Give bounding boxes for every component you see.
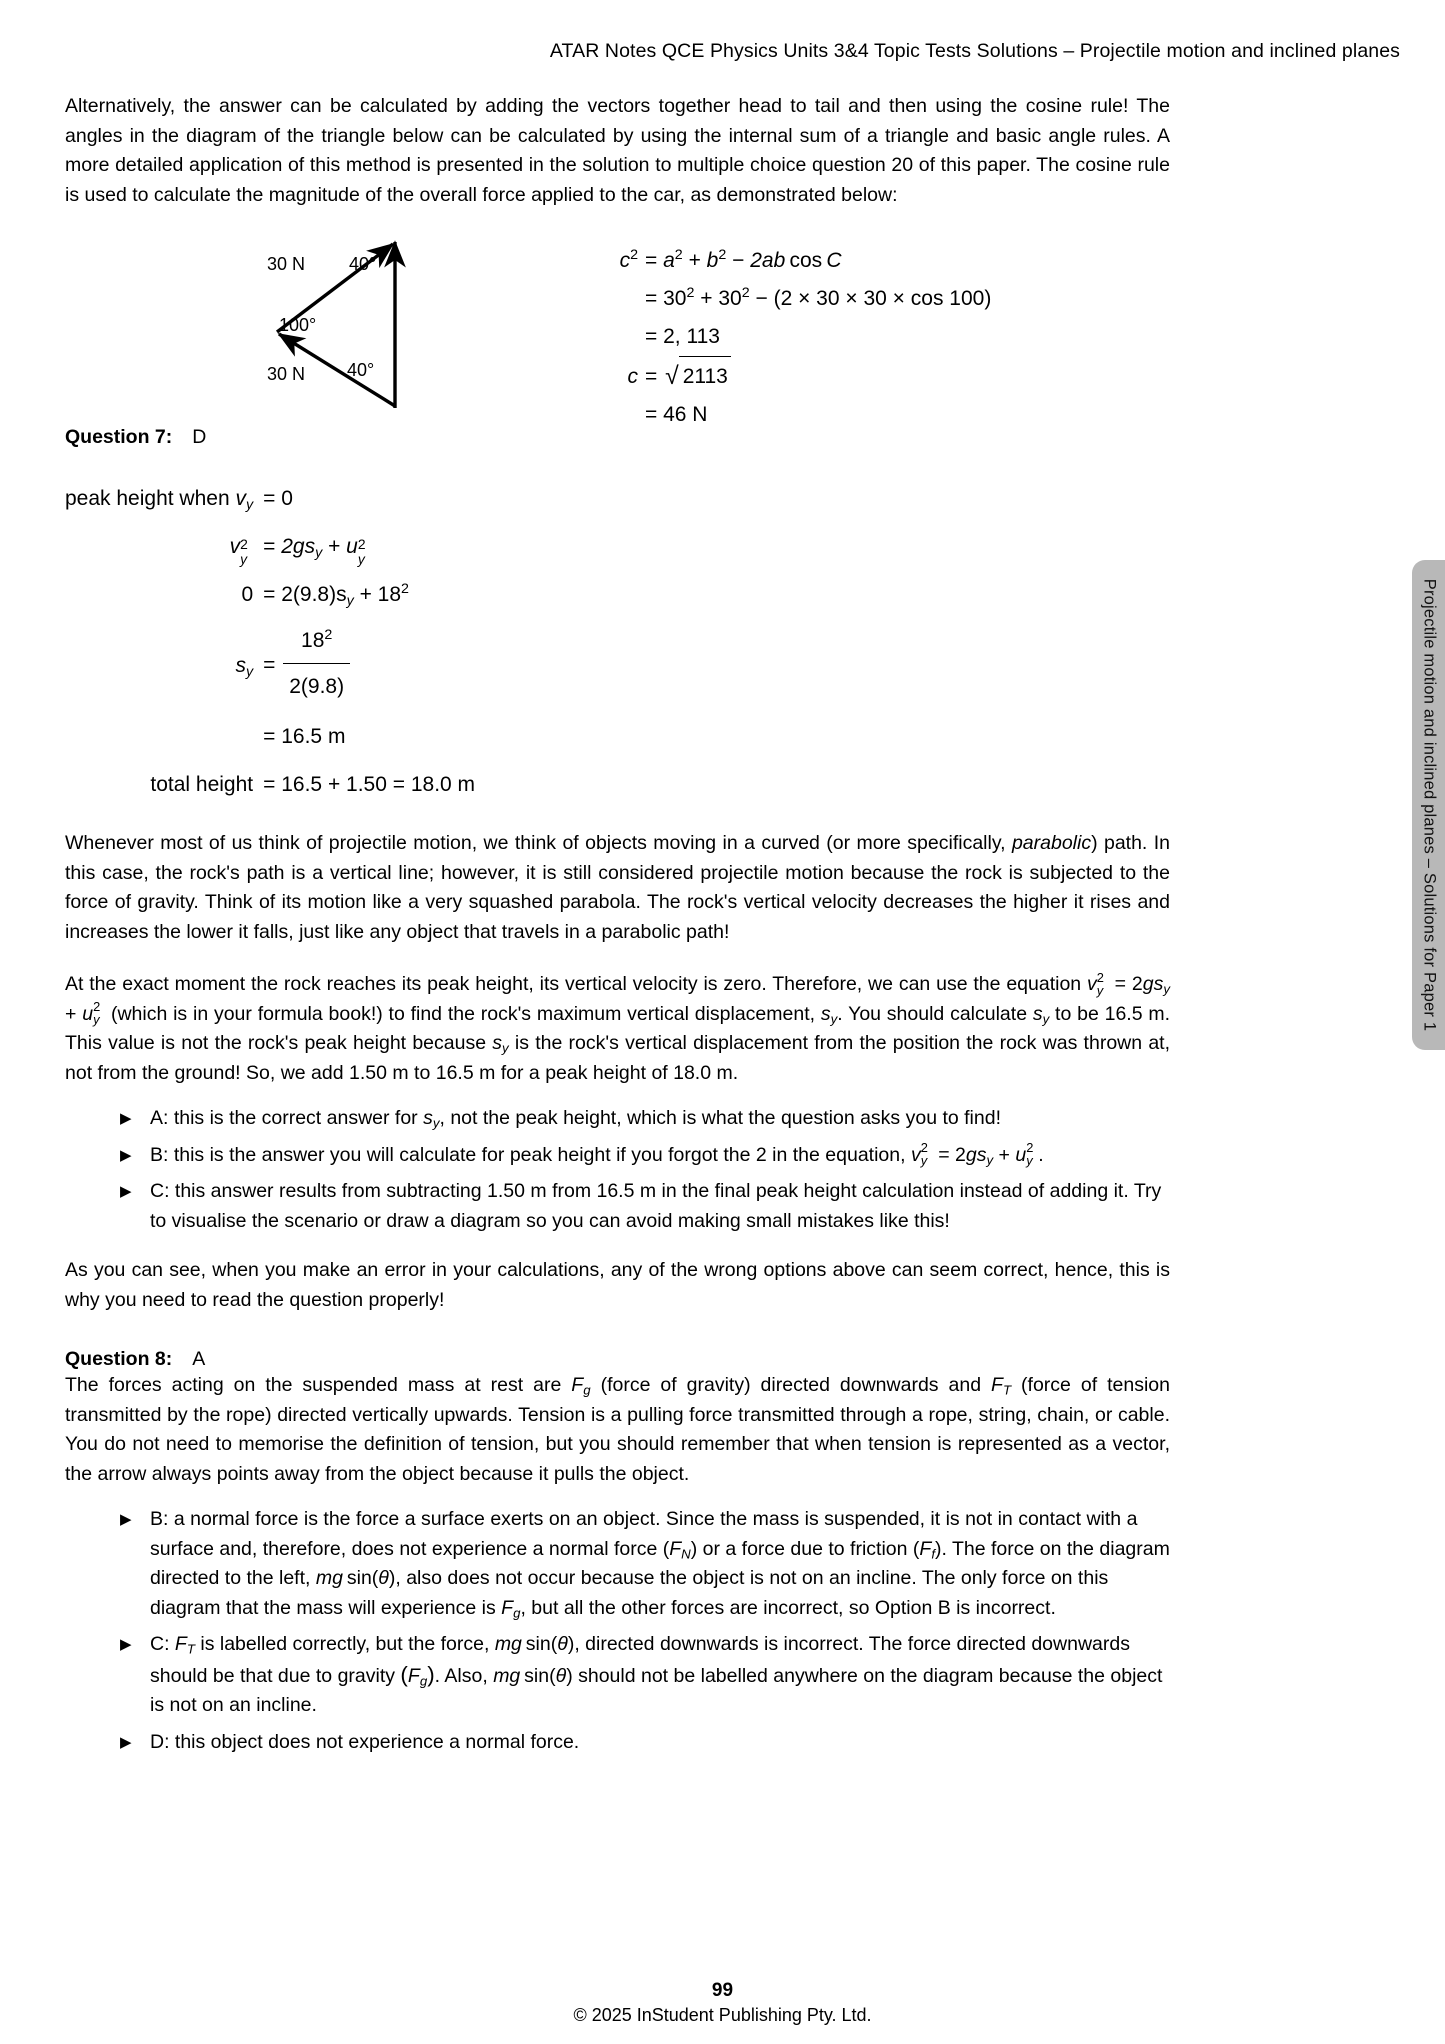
cosine-rule-line-5: = 46 N bbox=[645, 403, 708, 426]
fraction-numerator: $18^2$ bbox=[301, 626, 333, 652]
cos-a-symbol: a bbox=[663, 249, 675, 272]
cos-line2-p2: 30 bbox=[718, 287, 742, 310]
cos-c-symbol-2: c bbox=[627, 365, 638, 388]
eq-row6-left: total height bbox=[150, 773, 254, 796]
eq-row5-right: = 16.5 m bbox=[263, 725, 346, 748]
q7-closing-paragraph: As you can see, when you make an error in your calculations, any of the wrong options above can seem correct, hence, this is why you need to read the question properly! bbox=[65, 1259, 1170, 1311]
triangle-bullet-icon: ▶ bbox=[120, 1636, 132, 1653]
eq-row2-left: v 2 y bbox=[229, 535, 248, 567]
triangle-label-angle-apex: 100° bbox=[279, 315, 317, 335]
q8-explanation-paragraph: The forces acting on the suspended mass at rest are $F_g$ (force of gravity) directed downwards and $F_T$ (force of tension transmitted by the rope) directed vertically upwards. Tension is a pulling force transmitted through a rope, string, chain, or cable. You do not need to memorise the definition of tension, but you should remember that when tension is represented as a vector, the arrow always points away from the object because it pulls the object. bbox=[65, 1374, 1170, 1485]
content-column bbox=[65, 92, 1170, 1764]
q7-explanation-paragraph-1: Whenever most of us think of projectile motion, we think of objects moving in a curved (or more specifically, parabolic) path. In this case, the rock's path is a vertical line; however, it is still considered projectile motion because the rock is subjected to the force of gravity. Think of its motion like a very squashed parabola. The rock's vertical velocity decreases the higher it rises and increases the lower it falls, just like any object that travels in a parabolic path! bbox=[65, 832, 1171, 943]
eq-row3-left: 0 bbox=[241, 583, 254, 606]
side-tab bbox=[1412, 560, 1445, 1050]
cos-c-symbol: c bbox=[619, 249, 631, 272]
vector-triangle-diagram bbox=[245, 232, 575, 422]
cosine-rule-line-4: c = √ 2113 bbox=[610, 356, 991, 396]
list-item: ▶ C: this answer results from subtracting 1.50 m from 16.5 m in the final peak height calculation instead of adding it. Try to visualise the scenario or draw a diagram so you can avoid making small mistakes like this! bbox=[120, 1177, 1170, 1236]
list-item: ▶ B: this is the answer you will calculate for peak height if you forgot the 2 in the equation, v 2 y = $2gs_y + u$ 2 y . bbox=[120, 1140, 1044, 1169]
triangle-label-angle-top-right: 40° bbox=[349, 254, 377, 274]
triangle-label-force-bottom: 30 N bbox=[267, 364, 306, 384]
question-8-heading bbox=[65, 1348, 1170, 1371]
eq-v-symbol: v bbox=[235, 487, 246, 510]
list-item: ▶ B: a normal force is the force a surface exerts on an object. Since the mass is suspended, it is not in contact with a surface and, therefore, does not experience a normal force $(F_N)$ or a force due to friction $(F_f)$. The force on the diagram directed to the left, mg sin(θ), also does not occur because the object is not on an incline. The only force on this diagram that the mass will experience is $F_g$, but all the other forces are incorrect, so Option B is incorrect. bbox=[120, 1505, 1170, 1623]
eq-row5-left bbox=[65, 734, 253, 740]
q7-explanation-paragraph-2: At the exact moment the rock reaches its peak height, its vertical velocity is zero. Therefore, we can use the equation v 2 y = $2gs_y + u$ 2 y (which is in your formula book!) to find the rock's maximum vertical displacement, $s_y$. You should calculate $s_y$ to be 16.5 m. This value is not the rock's peak height because $s_y$ is the rock's vertical displacement from the position the rock was thrown at, not from the ground! So, we add 1.50 m to 16.5 m for a peak height of 18.0 m. bbox=[65, 969, 1171, 1084]
eq-row1-right: = 0 bbox=[263, 487, 293, 510]
triangle-bullet-icon: ▶ bbox=[120, 1511, 132, 1528]
eq-row4-right: = $\frac{18^2}{2(9.8)}$ bbox=[263, 619, 475, 713]
list-item: ▶ A: this is the correct answer for $s_y$, not the peak height, which is what the question asks you to find! bbox=[120, 1104, 1170, 1134]
question-8-answer: A bbox=[192, 1348, 206, 1370]
copyright-text: © 2025 InStudent Publishing Pty. Ltd. bbox=[573, 2005, 872, 2025]
side-tab-label: Projectile motion and inclined planes – Solutions for Paper 1 bbox=[1420, 578, 1438, 1032]
intro-paragraph: Alternatively, the answer can be calculated by adding the vectors together head to tail and then using the cosine rule! The angles in the diagram of the triangle below can be calculated by using the internal sum of a triangle and basic angle rules. A more detailed application of this method is presented in the solution to multiple choice question 20 of this paper. The cosine rule is used to calculate the magnitude of the overall force applied to the car, as demonstrated below: bbox=[65, 95, 1170, 206]
sqrt-expression: √ 2113 bbox=[663, 356, 731, 396]
page-header: ATAR Notes QCE Physics Units 3&4 Topic Tests Solutions – Projectile motion and inclined planes bbox=[549, 40, 1400, 62]
triangle-label-angle-bottom-right: 40° bbox=[347, 360, 375, 380]
cos-line2-p3: (2 × 30 × 30 × cos 100) bbox=[773, 287, 992, 310]
page-footer bbox=[0, 1980, 1445, 2026]
cos-tail: 2ab cos C bbox=[750, 249, 842, 272]
question-7-equation-block bbox=[65, 475, 1170, 809]
cos-line5-value: 46 N bbox=[663, 403, 708, 426]
eq-row4-left: $s_y$ bbox=[235, 654, 254, 680]
triangle-bullet-icon: ▶ bbox=[120, 1183, 132, 1200]
cosine-rule-line-2: = $30^2 + 30^2 - (2 \times 30 \times 30 \times \cos 100)$ bbox=[645, 285, 992, 310]
triangle-bullet-icon: ▶ bbox=[120, 1146, 132, 1164]
triangle-label-force-top: 30 N bbox=[267, 254, 306, 274]
cosine-rule-line-3: = 2, 113 bbox=[645, 325, 720, 348]
cos-line2-p1: 30 bbox=[663, 287, 687, 310]
eq-row6-right: = 16.5 + 1.50 = 18.0 m bbox=[263, 773, 476, 796]
cos-line3-value: 2, 113 bbox=[663, 325, 720, 348]
eq-row1-left: peak height when $v_y$ bbox=[65, 487, 254, 513]
eq-row3-right: = $2(9.8)s_y + 18^2$ bbox=[263, 581, 409, 609]
list-item: ▶ D: this object does not experience a normal force. bbox=[120, 1728, 1170, 1758]
question-7-equation-grid bbox=[65, 475, 1170, 809]
sqrt-radicand: 2113 bbox=[679, 356, 731, 396]
question-8-label: Question 8: bbox=[65, 1348, 173, 1370]
cosine-rule-block bbox=[610, 242, 991, 434]
page-number: 99 bbox=[711, 1980, 734, 2001]
parabolic-italic: parabolic bbox=[1011, 832, 1092, 854]
eq-row2-right: = $2gs_y + u$ 2 y bbox=[263, 535, 366, 567]
diagram-and-cosine-row bbox=[65, 232, 1170, 426]
triangle-bullet-icon: ▶ bbox=[120, 1733, 132, 1751]
fraction-sy bbox=[283, 620, 350, 708]
cosine-rule-line-1: $c^2 = a^2 + b^2 - 2ab$ cos C bbox=[619, 247, 842, 272]
triangle-bullet-icon: ▶ bbox=[120, 1110, 132, 1127]
fraction-denominator: 2(9.8) bbox=[283, 663, 350, 708]
q8-bullet-list bbox=[65, 1505, 1170, 1757]
question-7-answer: D bbox=[192, 426, 207, 448]
cos-b-symbol: b bbox=[706, 249, 719, 272]
question-7-label: Question 7: bbox=[65, 426, 173, 448]
q7-bullet-list bbox=[65, 1104, 1170, 1236]
list-item: ▶ C: $F_T$ is labelled correctly, but the force, mg sin(θ), directed downwards is incorrect. The force directed downwards should be that due to gravity $(F_g)$. Also, mg sin(θ) should not be labelled anywhere on the diagram because the object is not on an incline. bbox=[120, 1630, 1170, 1721]
